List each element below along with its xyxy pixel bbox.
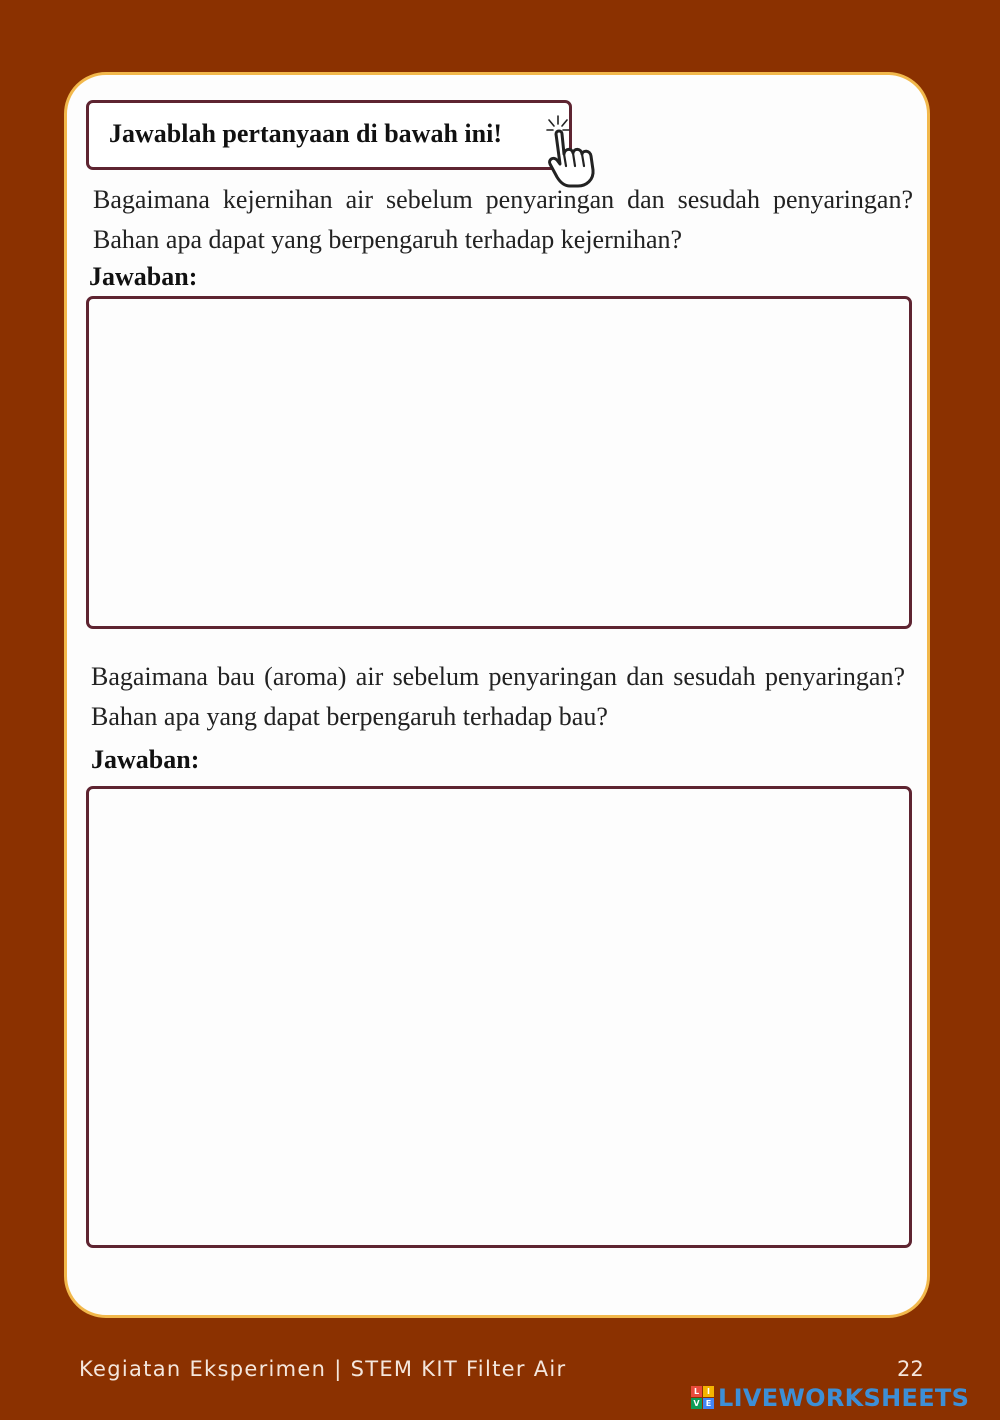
instruction-text: Jawablah pertanyaan di bawah ini! <box>109 119 502 148</box>
footer-title: Kegiatan Eksperimen | STEM KIT Filter Air <box>79 1357 567 1381</box>
page-number: 22 <box>897 1357 924 1381</box>
liveworksheets-logo <box>691 1384 991 1412</box>
answer-label-2: Jawaban: <box>91 745 200 774</box>
instruction-box <box>86 100 572 170</box>
liveworksheets-logo-icon <box>691 1386 715 1410</box>
liveworksheets-text: LIVEWORKSHEETS <box>718 1384 970 1412</box>
logo-block-e: E <box>703 1398 714 1409</box>
logo-block-v: V <box>691 1398 702 1409</box>
question-1: Bagaimana kejernihan air sebelum penyaringan dan sesudah penyaringan? Bahan apa dapat yang berpengaruh terhadap kejernihan? <box>93 185 913 254</box>
logo-block-i: I <box>703 1386 714 1397</box>
pointing-hand-icon <box>544 108 614 188</box>
answer-box-1[interactable] <box>86 296 912 629</box>
question-2: Bagaimana bau (aroma) air sebelum penyaringan dan sesudah penyaringan? Bahan apa yang dapat berpengaruh terhadap bau? <box>91 662 905 731</box>
answer-box-2[interactable] <box>86 786 912 1248</box>
logo-block-l: L <box>691 1386 702 1397</box>
answer-label-1: Jawaban: <box>89 262 198 291</box>
